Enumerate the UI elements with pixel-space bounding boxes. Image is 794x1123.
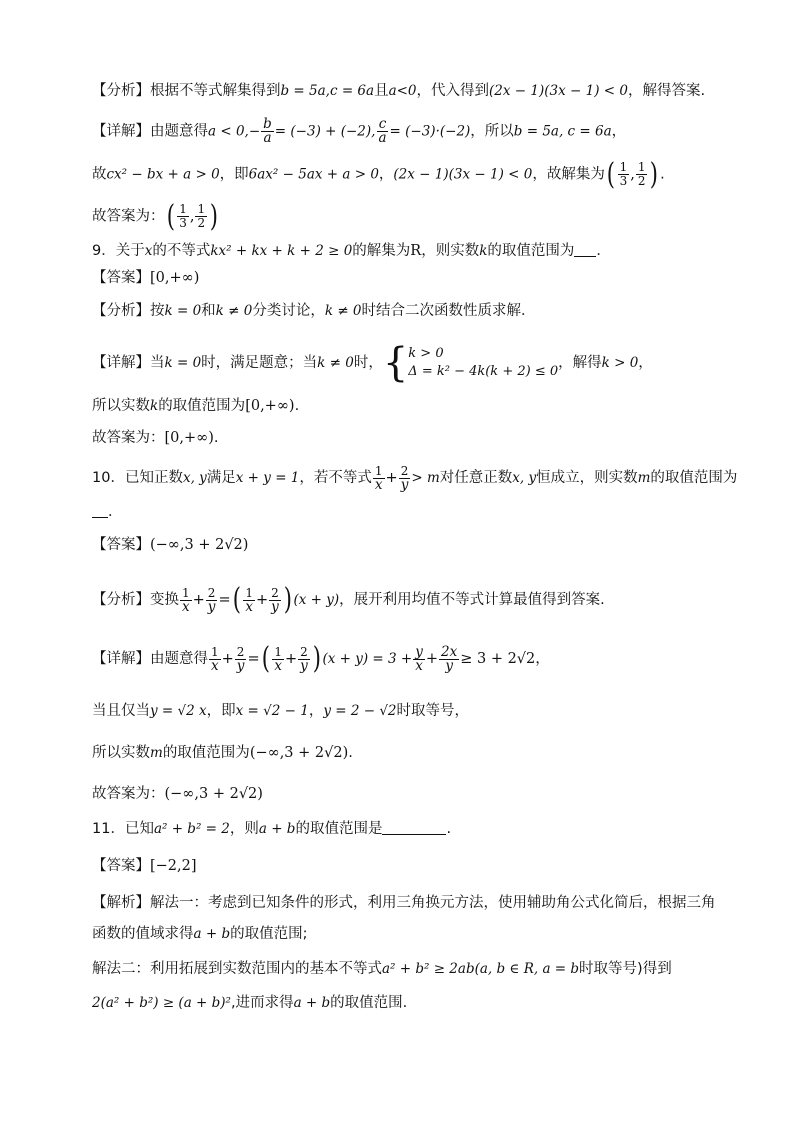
q9-analysis: 【分析】按k = 0和k ≠ 0分类讨论，k ≠ 0时结合二次函数性质求解． [92, 303, 536, 319]
q11-analysis-3: 解法二：利用拓展到实数范围内的基本不等式a² + b² ≥ 2ab(a, b ∈ R, a = b时取等号)得到 [92, 961, 672, 977]
q10-analysis: 【分析】变换 $\frac{1}{x}$ + $\frac{2}{y}$ =( $\frac{1}{x}$ + $\frac{2}{y}$ ) (x + y)，展开利用均值不等式计算最值得到答案. [92, 582, 605, 617]
q10-conclusion: 所以实数m的取值范围为(−∞,3 + 2√2). [92, 745, 353, 761]
q10-equality: 当且仅当y = √2 x，即x = √2 − 1，y = 2 − √2时取等号， [92, 703, 470, 719]
q8-analysis: 【分析】根据不等式解集得到b = 5a,c = 6a且a<0，代入得到(2x − 1)(3x − 1) < 0，解得答案. [92, 83, 706, 99]
answer-blank [574, 242, 596, 257]
q10-stem: 10．已知正数x, y满足x + y = 1，若不等式 $\frac{1}{x}$ + $\frac{2}{y}$ > m对任意正数x, y恒成立，则实数m的取值范围为 [92, 463, 738, 493]
q11-stem: 11．已知a² + b² = 2，则a + b的取值范围是 . [92, 821, 452, 837]
q10-detail: 【详解】由题意得 $\frac{1}{x}$ + $\frac{2}{y}$ =( $\frac{1}{x}$ + $\frac{2}{y}$ ) (x + y) = 3 + $\frac{y}{x}$ + $\frac{2x}{y}$ ≥ 3 + 2√2， [92, 641, 550, 676]
q8-solution-line: 故cx² − bx + a > 0，即6ax² − 5ax + a > 0，(2x − 1)(3x − 1) < 0，故解集为( $\frac{1}{3}$ , $\frac{1}{2}$ ) . [92, 156, 665, 192]
q10-stem-cont: ． [92, 502, 123, 522]
q11-analysis-1: 【解析】解法一：考虑到已知条件的形式，利用三角换元方法，使用辅助角公式化简后，根据三角 [92, 895, 716, 911]
q10-final: 故答案为：(−∞,3 + 2√2) [92, 786, 263, 802]
tag: 【分析】 [92, 83, 150, 99]
q11-analysis-4: 2(a² + b²) ≥ (a + b)²,进而求得a + b的取值范围. [92, 995, 408, 1011]
answer-blank [382, 820, 446, 835]
fraction: $\frac{b}{a}$ [263, 116, 272, 146]
fraction: $\frac{c}{a}$ [378, 116, 387, 146]
q8-detail: 【详解】由题意得a < 0,− $\frac{b}{a}$ = (−3) + (−2), $\frac{c}{a}$ = (−3)·(−2)，所以b = 5a, c = 6a， [92, 116, 627, 146]
q9-stem: 9．关于x的不等式kx² + kx + k + 2 ≥ 0的解集为R，则实数k的取值范围为 ． [92, 243, 611, 259]
q9-conclusion: 所以实数k的取值范围为[0,+∞). [92, 398, 300, 414]
q8-final-answer: 故答案为：( $\frac{1}{3}$ , $\frac{1}{2}$ ) [92, 198, 219, 234]
q10-answer: 【答案】(−∞,3 + 2√2) [92, 537, 249, 553]
answer-blank [92, 503, 108, 518]
equation-system: { k > 0 Δ = k² − 4k(k + 2) ≤ 0 [382, 340, 559, 386]
q11-answer: 【答案】[−2,2] [92, 858, 197, 874]
q9-final: 故答案为：[0,+∞). [92, 430, 219, 446]
q11-analysis-2: 函数的值域求得a + b的取值范围; [92, 926, 308, 942]
q9-detail: 【详解】当k = 0时，满足题意；当k ≠ 0时， { k > 0 Δ = k² − 4k(k + 2) ≤ 0 ，解得k > 0， [92, 340, 653, 386]
q9-answer: 【答案】[0,+∞) [92, 270, 200, 286]
